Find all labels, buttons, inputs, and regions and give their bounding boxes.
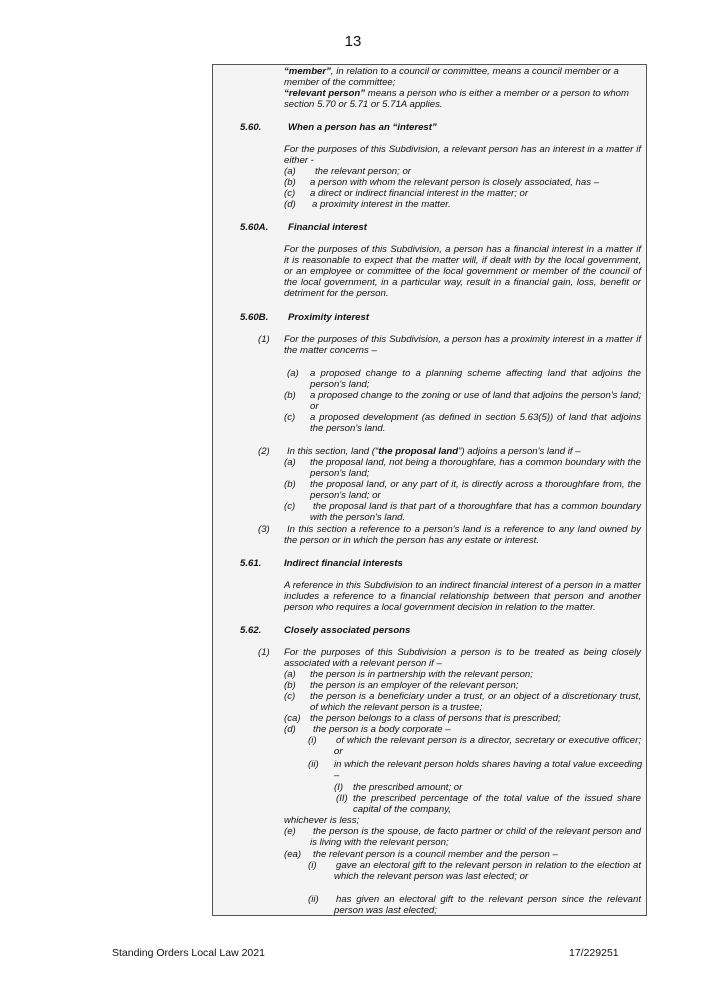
- section-heading: When a person has an “interest”: [288, 122, 437, 133]
- section-heading: Proximity interest: [288, 312, 370, 323]
- section-number: 5.60A.: [240, 222, 269, 233]
- paragraph-line: For the purposes of this Subdivision, a person has a financial interest in a matter if: [284, 244, 641, 255]
- paragraph-line: it is reasonable to expect that the matter will, if dealt with by the local government,: [284, 255, 641, 266]
- paragraph-line: the local government, in a particular way, result in a financial gain, loss, benefit or: [284, 277, 641, 288]
- definition-term: “relevant person”: [284, 88, 366, 99]
- item-label: (b): [284, 479, 296, 490]
- section-number: 5.62.: [240, 625, 262, 636]
- paragraph-line: For the purposes of this Subdivision a person is to be treated as being closely: [284, 647, 641, 658]
- item-text: the person belongs to a class of persons that is prescribed;: [310, 713, 561, 724]
- item-text: a proximity interest in the matter.: [312, 199, 451, 210]
- subitem-text: the prescribed percentage of the total value of the issued share: [353, 793, 641, 804]
- definition-line: member of the committee;: [284, 77, 396, 88]
- item-label: (b): [284, 177, 296, 188]
- item-text: the person is a beneficiary under a trust, or an object of a discretionary trust,: [310, 691, 641, 702]
- defined-term: the proposal land: [378, 446, 459, 457]
- item-text: the person's land.: [310, 423, 386, 434]
- subitem-text: gave an electoral gift to the relevant person in relation to the election at: [336, 860, 641, 871]
- item-text: person's land; or: [310, 490, 381, 501]
- paragraph-line: includes a reference to a financial relationship between that person and another: [284, 591, 641, 602]
- item-text: person's land;: [310, 468, 370, 479]
- item-text: a person with whom the relevant person is closely associated, has –: [310, 177, 600, 188]
- item-text: the relevant person; or: [315, 166, 411, 177]
- paragraph-line: For the purposes of this Subdivision, a relevant person has an interest in a matter if: [284, 144, 641, 155]
- item-text: the proposal land is that part of a thoroughfare that has a common boundary: [313, 501, 641, 512]
- subitem-label: (i): [308, 735, 317, 746]
- paragraph-line: A reference in this Subdivision to an indirect financial interest of a person in a matter: [284, 580, 641, 591]
- paragraph-line: In this section, land (“the proposal land”) adjoins a person's land if –: [287, 446, 581, 457]
- item-label: (e): [284, 826, 296, 837]
- paragraph-line: either -: [284, 155, 314, 166]
- section-heading: Financial interest: [288, 222, 367, 233]
- subitem-text: capital of the company,: [353, 804, 451, 815]
- item-text: the person is the spouse, de facto partner or child of the relevant person and: [313, 826, 641, 837]
- footer-reference-number: 17/229251: [569, 947, 619, 959]
- item-label: (b): [284, 390, 296, 401]
- footer-document-title: Standing Orders Local Law 2021: [112, 947, 265, 959]
- item-label: (ca): [284, 713, 301, 724]
- definition-relevant-person: “relevant person” means a person who is either a member or a person to whom: [284, 88, 630, 99]
- item-label: (c): [284, 501, 296, 512]
- item-text: the person is an employer of the relevant person;: [310, 680, 519, 691]
- paragraph-line: whichever is less;: [284, 815, 360, 826]
- definition-line: section 5.70 or 5.71 or 5.71A applies.: [284, 99, 443, 110]
- item-text: the proposal land, not being a thoroughfare, has a common boundary with the: [310, 457, 641, 468]
- paragraph-line: associated with a relevant person if –: [284, 658, 442, 669]
- paragraph-line: In this section a reference to a person's land is a reference to any land owned by: [287, 524, 641, 535]
- subitem-text: which the relevant person was last elected; or: [334, 871, 529, 882]
- item-label: (c): [284, 412, 296, 423]
- section-heading: Closely associated persons: [284, 625, 411, 636]
- item-label: (a): [287, 368, 299, 379]
- section-number: 5.60B.: [240, 312, 269, 323]
- item-text: a proposed change to the zoning or use of land that adjoins the person's land;: [310, 390, 641, 401]
- subitem-label: (ii): [308, 894, 319, 905]
- item-text: a direct or indirect financial interest in the matter; or: [310, 188, 529, 199]
- section-heading: Indirect financial interests: [284, 558, 403, 569]
- paragraph-line: the matter concerns –: [284, 345, 377, 356]
- paragraph-line: the person or in which the person has any estate or interest.: [284, 535, 539, 546]
- item-label: (d): [284, 724, 296, 735]
- item-text: the person is in partnership with the relevant person;: [310, 669, 533, 680]
- item-text: with the person's land.: [310, 512, 406, 523]
- paragraph-line: person who requires a local government decision in relation to the matter.: [284, 602, 596, 613]
- section-number: 5.61.: [240, 558, 262, 569]
- subitem-text: has given an electoral gift to the relevant person since the relevant: [336, 894, 641, 905]
- item-text: the person is a body corporate –: [313, 724, 451, 735]
- definition-term: “member”: [284, 66, 331, 77]
- item-text: of which the relevant person is a trustee;: [310, 702, 483, 713]
- subsection-label: (2): [258, 446, 270, 457]
- item-text: the proposal land, or any part of it, is directly across a thoroughfare from, the: [310, 479, 641, 490]
- item-text: or: [310, 401, 319, 412]
- item-label: (c): [284, 691, 296, 702]
- paragraph-line: or an employee or committee of the local government or member of the council of: [284, 266, 641, 277]
- item-text: a proposed change to a planning scheme affecting land that adjoins the: [310, 368, 641, 379]
- subitem-text: person was last elected;: [334, 905, 437, 916]
- item-label: (ea): [284, 849, 302, 860]
- section-number: 5.60.: [240, 122, 262, 133]
- item-text: a proposed development (as defined in section 5.63(5)) of land that adjoins: [310, 412, 641, 423]
- definition-member: “member”, in relation to a council or committee, means a council member or a: [284, 66, 619, 77]
- subitem-label: (ii): [308, 759, 319, 770]
- subsection-label: (3): [258, 524, 270, 535]
- item-text: is living with the relevant person;: [310, 837, 449, 848]
- subitem-text: –: [334, 770, 340, 781]
- subsection-label: (1): [258, 647, 270, 658]
- item-text: person's land;: [310, 379, 370, 390]
- item-label: (b): [284, 680, 296, 691]
- subitem-label: (i): [308, 860, 317, 871]
- subitem-text: the prescribed amount; or: [353, 782, 463, 793]
- item-label: (a): [284, 166, 296, 177]
- subitem-label: (I): [334, 782, 344, 793]
- item-label: (a): [284, 457, 296, 468]
- item-label: (c): [284, 188, 296, 199]
- subitem-text: or: [334, 746, 343, 757]
- subitem-text: of which the relevant person is a director, secretary or executive officer;: [336, 735, 641, 746]
- item-text: the relevant person is a council member and the person –: [313, 849, 558, 860]
- subitem-label: (II): [336, 793, 348, 804]
- subsection-label: (1): [258, 334, 270, 345]
- page-number: 13: [344, 33, 362, 50]
- item-label: (a): [284, 669, 296, 680]
- item-label: (d): [284, 199, 296, 210]
- subitem-text: in which the relevant person holds shares having a total value exceeding: [334, 759, 643, 770]
- paragraph-line: detriment for the person.: [284, 288, 389, 299]
- paragraph-line: For the purposes of this Subdivision, a person has a proximity interest in a matter if: [284, 334, 641, 345]
